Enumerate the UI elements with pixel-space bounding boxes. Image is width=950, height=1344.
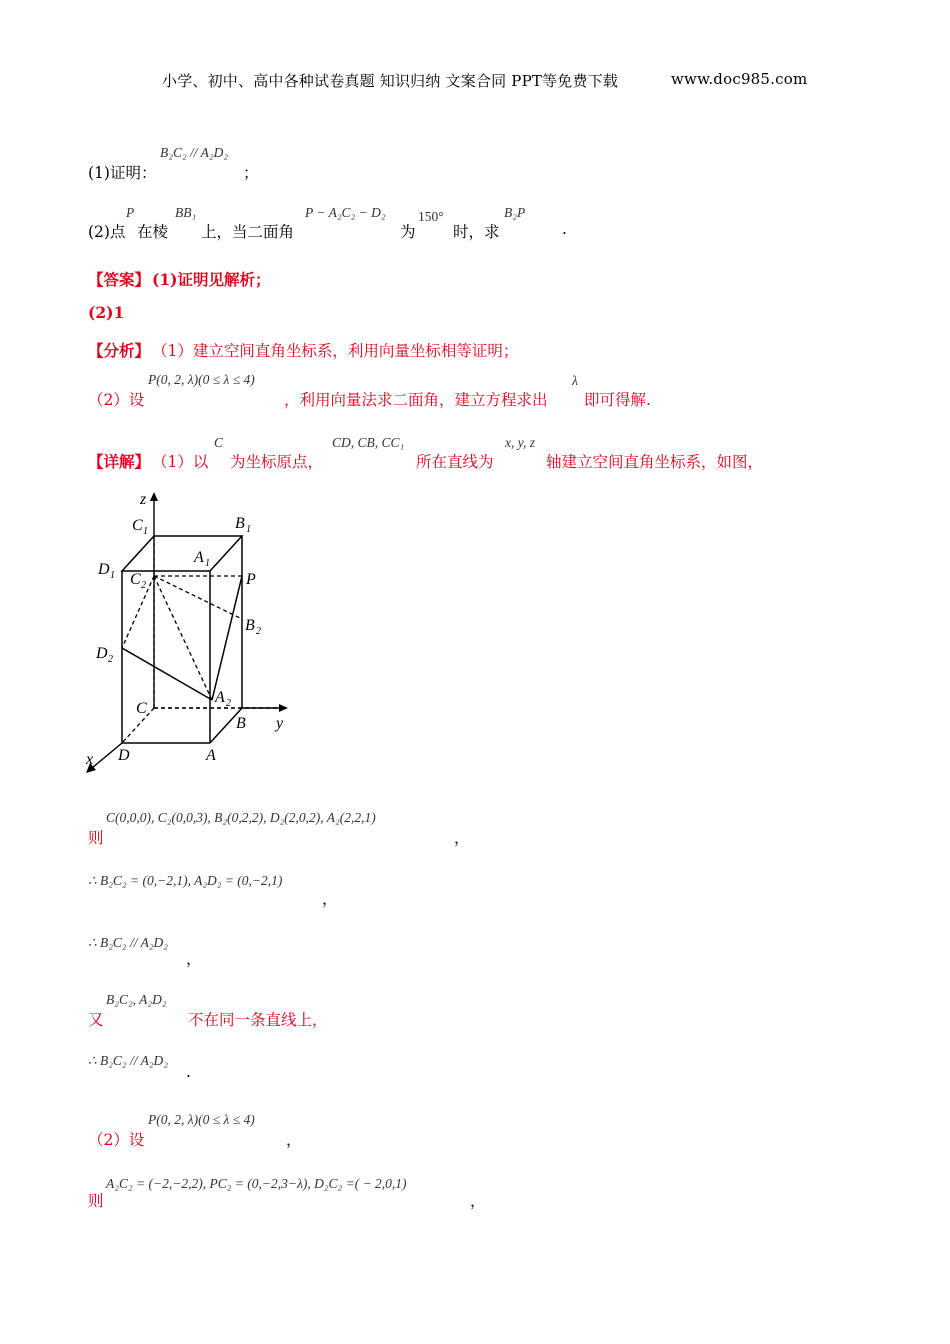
detail-pre: （1）以 <box>152 453 209 471</box>
detail-origin: 为坐标原点， <box>230 453 324 471</box>
q2-when: 上，当二面角 <box>201 223 295 241</box>
q2-label: (2)点 <box>88 223 126 241</box>
label-d1-sub: 1 <box>110 570 115 581</box>
q2-end: . <box>562 220 567 238</box>
label-d1: D <box>98 561 110 578</box>
detail-axes: x, y, z <box>505 435 535 450</box>
label-z: z <box>140 491 147 508</box>
label-p: P <box>246 571 256 588</box>
label-b: B <box>236 715 246 732</box>
label-b2-sub: 2 <box>256 626 261 637</box>
step3-end: ， <box>186 950 202 968</box>
label-c: C <box>136 700 147 717</box>
label-b1-sub: 1 <box>246 524 251 535</box>
y-axis-arrow <box>279 704 288 712</box>
label-x: x <box>86 751 94 768</box>
step5-end: . <box>186 1063 191 1081</box>
label-a: A <box>206 747 216 764</box>
step2-math: ∴ B₂C₂ = (0,−2,1), A₂D₂ = (0,−2,1) <box>88 873 283 888</box>
step4-math: B₂C₂, A₂D₂ <box>106 992 167 1007</box>
step6-end: ， <box>286 1131 302 1149</box>
label-c2-sub: 2 <box>141 580 146 591</box>
step5-math: ∴ B₂C₂ // A₂D₂ <box>88 1053 168 1068</box>
segment-c2b2 <box>154 576 240 618</box>
label-b2: B <box>245 617 255 634</box>
analysis-line2-post: ，利用向量法求二面角，建立方程求出 <box>284 391 548 409</box>
step1-pre: 则 <box>88 829 104 847</box>
answer-part1: (1)证明见解析； <box>152 270 271 289</box>
detail-axis-post: 轴建立空间直角坐标系，如图， <box>546 453 764 471</box>
label-b1: B <box>235 515 245 532</box>
step6-math: P(0, 2, λ)(0 ≤ λ ≤ 4) <box>148 1112 255 1127</box>
step4-pre: 又 <box>88 1011 104 1029</box>
label-c2: C <box>130 571 141 588</box>
cuboid-diagram <box>80 488 310 778</box>
answer-part2: (2)1 <box>88 303 125 322</box>
step1-end: ， <box>454 829 470 847</box>
step1-math: C(0,0,0), C₂(0,0,3), B₂(0,2,2), D₂(2,0,2), A₂(2,2,1) <box>106 810 376 825</box>
segment-d2a2 <box>122 648 212 700</box>
q2-degree: 150° <box>418 209 444 224</box>
detail-axis-pre: 所在直线为 <box>416 453 494 471</box>
label-c1-sub: 1 <box>143 526 148 537</box>
q2-is: 为 <box>400 223 416 241</box>
top-face <box>122 536 242 571</box>
label-d2: D <box>96 645 108 662</box>
analysis-line2-pre: （2）设 <box>88 391 145 409</box>
step4-post: 不在同一条直线上， <box>188 1011 328 1029</box>
q2-angle-name: P − A₂C₂ − D₂ <box>305 205 386 220</box>
label-a1-sub: 1 <box>205 558 210 569</box>
step2-end: ， <box>322 890 338 908</box>
step7-pre: 则 <box>88 1192 104 1210</box>
q1-math: B₂C₂ // A₂D₂ <box>160 145 229 160</box>
q1-label: (1)证明： <box>88 164 157 182</box>
header-text: 小学、初中、高中各种试卷真题 知识归纳 文案合同 PPT等免费下载 <box>162 72 619 90</box>
analysis-line2-math: P(0, 2, λ)(0 ≤ λ ≤ 4) <box>148 372 255 387</box>
label-d: D <box>118 747 130 764</box>
step7-end: ， <box>470 1192 486 1210</box>
answer-tag: 【答案】 <box>88 270 151 289</box>
step6-pre: （2）设 <box>88 1131 145 1149</box>
analysis-line1: （1）建立空间直角坐标系，利用向量坐标相等证明； <box>152 342 519 360</box>
label-y: y <box>276 715 284 732</box>
z-axis-arrow <box>150 492 158 501</box>
segment-a2p <box>212 576 242 700</box>
q2-point: P <box>126 205 135 220</box>
q2-on-edge: 在棱 <box>137 223 169 241</box>
header-url[interactable]: www.doc985.com <box>671 70 808 88</box>
label-c1: C <box>132 517 143 534</box>
analysis-tag: 【分析】 <box>88 341 151 360</box>
q2-then: 时，求 <box>453 223 500 241</box>
detail-origin-c: C <box>214 435 224 450</box>
cuboid-figure <box>80 488 310 778</box>
q2-target: B₂P <box>504 205 526 220</box>
analysis-lambda: λ <box>572 373 578 388</box>
q2-edge: BB₁ <box>175 205 197 220</box>
analysis-line2-end: 即可得解. <box>584 391 651 409</box>
detail-lines: CD, CB, CC₁ <box>332 435 405 450</box>
step7-math: A₂C₂ = (−2,−2,2), PC₂ = (0,−2,3−λ), D₂C₂ =( − 2,0,1) <box>106 1176 407 1191</box>
detail-tag: 【详解】 <box>88 452 151 471</box>
q1-end: ； <box>243 164 259 182</box>
label-a2-sub: 2 <box>226 698 231 709</box>
step3-math: ∴ B₂C₂ // A₂D₂ <box>88 935 168 950</box>
label-a1: A <box>194 549 204 566</box>
segment-c2a2 <box>154 576 212 700</box>
label-d2-sub: 2 <box>108 654 113 665</box>
label-a2: A <box>215 689 225 706</box>
